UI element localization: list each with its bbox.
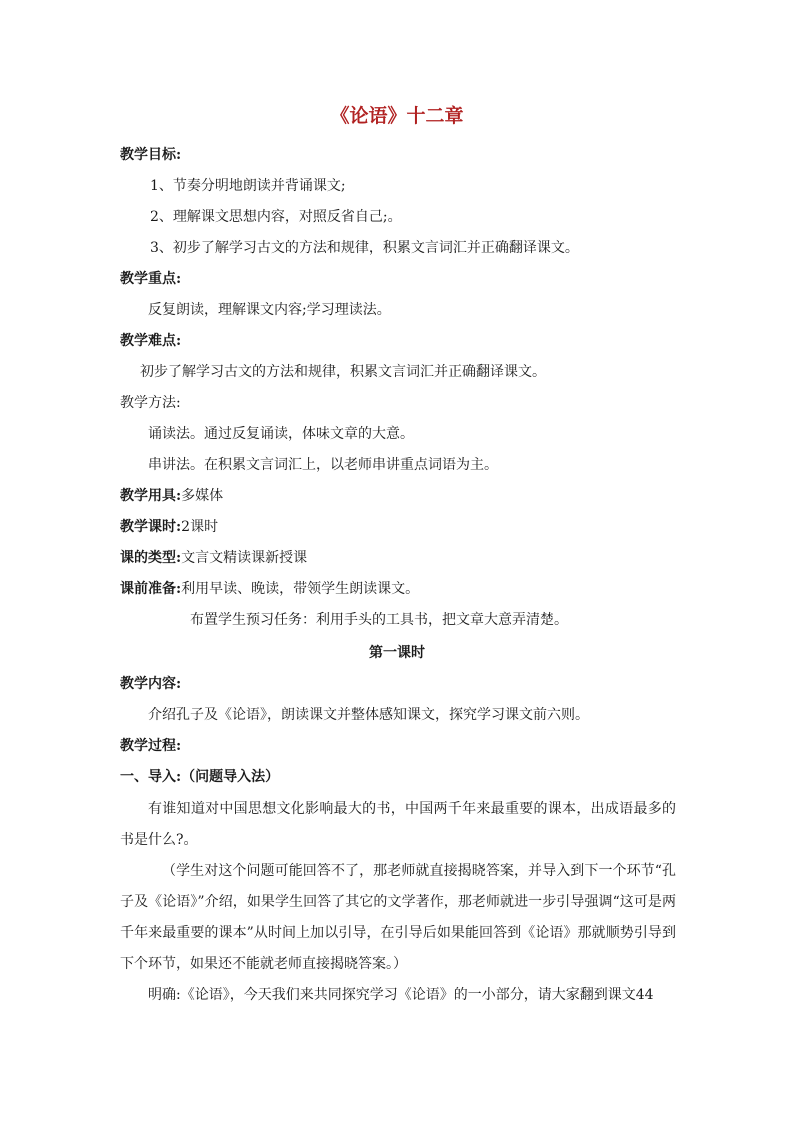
- clarify-paragraph: 明确:《论语》，今天我们来共同探究学习《论语》的一小部分，请大家翻到课文44: [148, 987, 654, 1003]
- lesson-type-text: 文言文精读课新授课: [181, 550, 308, 566]
- difficulties-text: 初步了解学习古文的方法和规律，积累文言词汇并正确翻译课文。: [140, 364, 546, 380]
- first-lesson-heading: 第一课时: [369, 645, 425, 661]
- content-label: 教学内容:: [120, 676, 182, 692]
- hours-label: 教学课时:: [120, 519, 182, 535]
- content-text: 介绍孔子及《论语》，朗读课文并整体感知课文，探究学习课文前六则。: [148, 707, 589, 723]
- difficulties-label: 教学难点:: [120, 333, 182, 349]
- note-paragraph: （学生对这个问题可能回答不了，那老师就直接揭晓答案，并导入到下一个环节“孔子及《论语》”介绍，如果学生回答了其它的文学著作，那老师就进一步引导强调“这可是两千年来最重要的课本”从时间上加以引导，在引导后如果能回答到《论语》那就顺势引导到下个环节，如果还不能就老师直接揭晓答案。）: [120, 863, 676, 972]
- question-paragraph: 有谁知道对中国思想文化影响最大的书，中国两千年来最重要的课本，出成语最多的书是什么?。: [120, 801, 676, 848]
- step-1-heading: 一、导入:（问题导入法）: [120, 769, 280, 785]
- objective-item-1: 1、节奏分明地朗读并背诵课文;: [150, 178, 346, 194]
- preparation-text: 利用早读、晚读，带领学生朗读课文。: [181, 581, 420, 597]
- key-points-text: 反复朗读，理解课文内容;学习理读法。: [148, 302, 391, 318]
- method-item-1: 诵读法。通过反复诵读，体味文章的大意。: [148, 426, 414, 442]
- tools-text: 多媒体: [181, 488, 224, 504]
- methods-label: 教学方法:: [120, 395, 181, 411]
- lesson-type-row: [120, 548, 307, 568]
- preparation-label: 课前准备:: [120, 581, 182, 597]
- objective-item-2: 2、理解课文思想内容，对照反省自己;。: [150, 209, 402, 225]
- hours-row: [120, 517, 218, 537]
- objectives-label: 教学目标:: [120, 147, 182, 163]
- tools-row: [120, 486, 223, 506]
- process-label: 教学过程:: [120, 738, 182, 754]
- key-points-label: 教学重点:: [120, 271, 182, 287]
- tools-label: 教学用具:: [120, 488, 182, 504]
- document-title: 《论语》十二章: [330, 105, 464, 127]
- hours-text: 2课时: [181, 519, 219, 535]
- preparation-row: [120, 579, 419, 599]
- objective-item-3: 3、初步了解学习古文的方法和规律，积累文言词汇并正确翻译课文。: [150, 240, 579, 256]
- preparation-text-2: 布置学生预习任务：利用手头的工具书，把文章大意弄清楚。: [190, 612, 568, 628]
- method-item-2: 串讲法。在积累文言词汇上，以老师串讲重点词语为主。: [148, 457, 498, 473]
- lesson-type-label: 课的类型:: [120, 550, 182, 566]
